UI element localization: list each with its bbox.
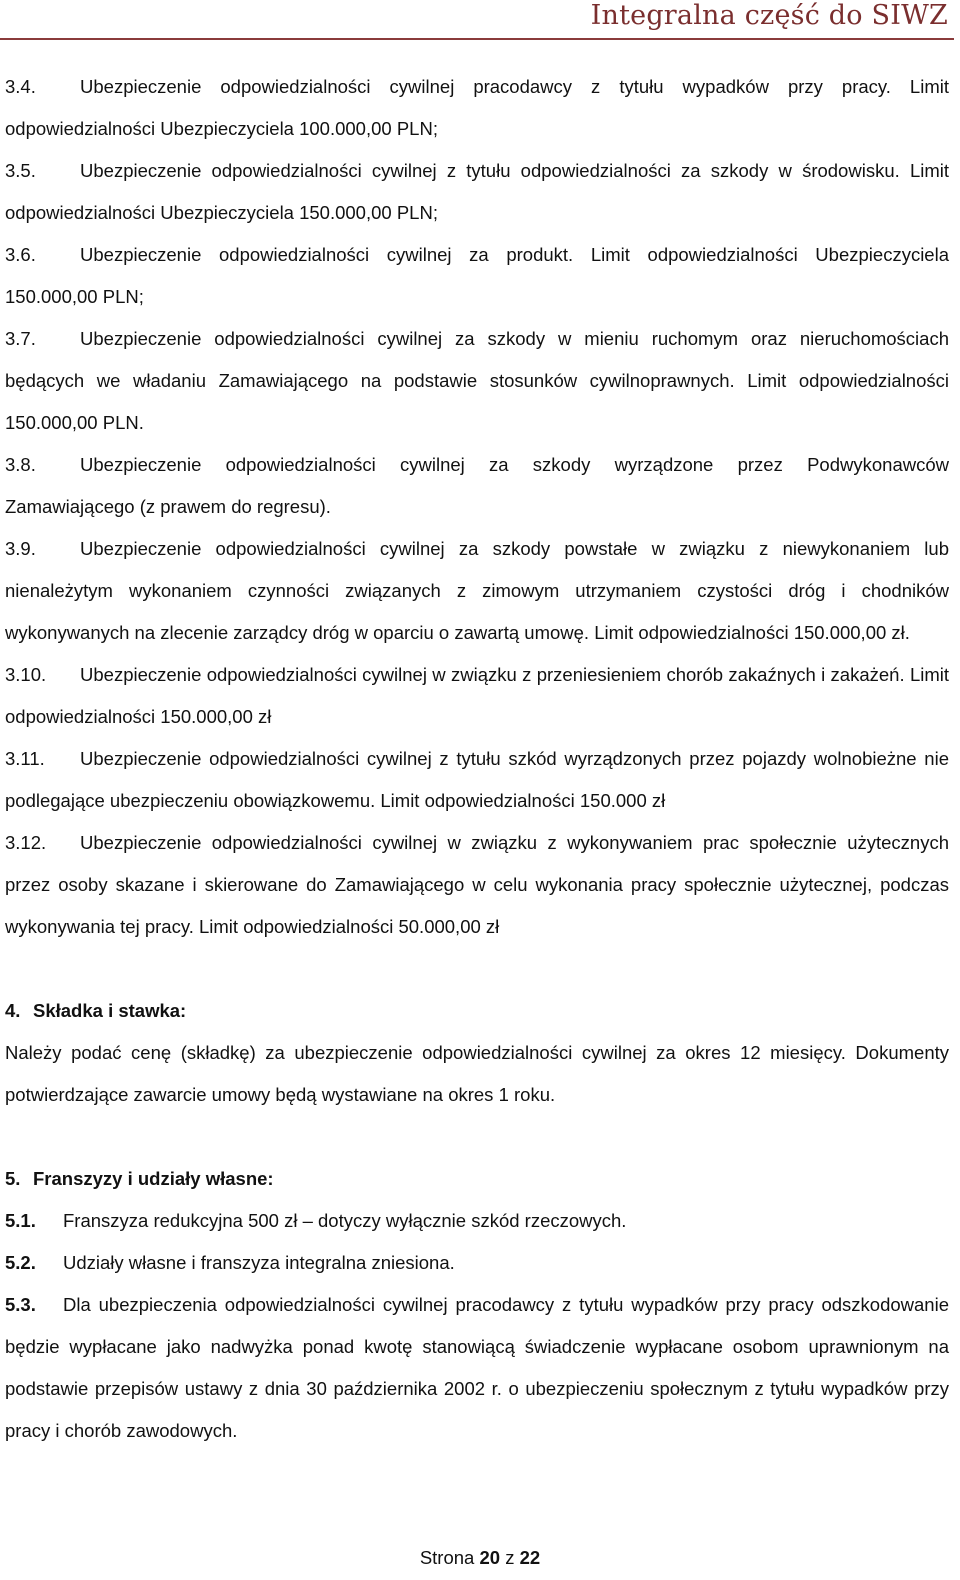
clause-number: 5.3. <box>5 1294 36 1315</box>
clause-3-5 <box>5 150 949 234</box>
clause-number: 5.2. <box>5 1252 36 1273</box>
clause-text: Udziały własne i franszyza integralna zniesiona. <box>63 1252 455 1273</box>
section-number: 5. <box>5 1168 21 1189</box>
clause-number: 3.11. <box>5 748 45 769</box>
clause-number: 3.8. <box>5 454 36 475</box>
section-title: Składka i stawka: <box>33 1000 187 1021</box>
clause-5-2 <box>5 1242 949 1284</box>
clause-5-1 <box>5 1200 949 1242</box>
clause-text: Ubezpieczenie odpowiedzialności cywilnej za produkt. Limit odpowiedzialności Ubezpieczyciela 150.000,00 PLN; <box>5 244 949 307</box>
clause-3-9 <box>5 528 949 654</box>
page-footer <box>0 1544 960 1572</box>
clause-text: Ubezpieczenie odpowiedzialności cywilnej pracodawcy z tytułu wypadków przy pracy. Limit odpowiedzialności Ubezpieczyciela 100.000,00 PLN; <box>5 76 949 139</box>
page-total: 22 <box>519 1547 541 1568</box>
clause-number: 3.7. <box>5 328 36 349</box>
clause-3-11 <box>5 738 949 822</box>
clause-3-6 <box>5 234 949 318</box>
page-separator: z <box>505 1547 515 1568</box>
page-number: 20 <box>479 1547 501 1568</box>
header-divider <box>0 38 954 40</box>
clause-3-8 <box>5 444 949 528</box>
clause-3-7 <box>5 318 949 444</box>
clause-number: 3.12. <box>5 832 47 853</box>
clause-number: 3.6. <box>5 244 36 265</box>
clause-number: 3.5. <box>5 160 36 181</box>
clause-text: Ubezpieczenie odpowiedzialności cywilnej za szkody w mieniu ruchomym oraz nieruchomościach będących we władaniu Zamawiającego na podstawie stosunków cywilnoprawnych. Limit odpowiedzialności 150.000,00 PLN. <box>5 328 949 433</box>
clause-text: Ubezpieczenie odpowiedzialności cywilnej w związku z wykonywaniem prac społecznie użytecznych przez osoby skazane i skierowane do Zamawiającego w celu wykonania pracy społecznie użytecznej, podczas wykonywania tej pracy. Limit odpowiedzialności 50.000,00 zł <box>5 832 949 937</box>
clause-text: Ubezpieczenie odpowiedzialności cywilnej za szkody powstałe w związku z niewykonaniem lub nienależytym wykonaniem czynności związanych z zimowym utrzymaniem czystości dróg i chodników wykonywanych na zlecenie zarządcy dróg w oparciu o zawartą umowę. Limit odpowiedzialności 150.000,00 zł. <box>5 538 949 643</box>
clause-text: Ubezpieczenie odpowiedzialności cywilnej w związku z przeniesieniem chorób zakaźnych i zakażeń. Limit odpowiedzialności 150.000,00 zł <box>5 664 949 727</box>
clause-text: Ubezpieczenie odpowiedzialności cywilnej za szkody wyrządzone przez Podwykonawców Zamawiającego (z prawem do regresu). <box>5 454 949 517</box>
section-4-heading <box>5 990 949 1032</box>
clause-number: 3.10. <box>5 664 47 685</box>
clause-3-12 <box>5 822 949 948</box>
document-body <box>5 66 949 1452</box>
spacer <box>5 948 949 990</box>
section-5-heading <box>5 1158 949 1200</box>
spacer <box>5 1116 949 1158</box>
clause-number: 3.9. <box>5 538 36 559</box>
clause-number: 3.4. <box>5 76 36 97</box>
clause-text: Dla ubezpieczenia odpowiedzialności cywilnej pracodawcy z tytułu wypadków przy pracy odszkodowanie będzie wypłacane jako nadwyżka ponad kwotę stanowiącą świadczenie wypłacane osobom uprawnionym na podstawie przepisów ustawy z dnia 30 października 2002 r. o ubezpieczeniu społecznym z tytułu wypadków przy pracy i chorób zawodowych. <box>5 1294 949 1441</box>
clause-3-4 <box>5 66 949 150</box>
clause-5-3 <box>5 1284 949 1452</box>
clause-number: 5.1. <box>5 1210 36 1231</box>
clause-text: Franszyza redukcyjna 500 zł – dotyczy wyłącznie szkód rzeczowych. <box>63 1210 627 1231</box>
clause-3-10 <box>5 654 949 738</box>
clause-text: Ubezpieczenie odpowiedzialności cywilnej z tytułu odpowiedzialności za szkody w środowisku. Limit odpowiedzialności Ubezpieczyciela 150.000,00 PLN; <box>5 160 949 223</box>
page-label: Strona <box>419 1547 475 1568</box>
section-number: 4. <box>5 1000 21 1021</box>
document-header-title: Integralna część do SIWZ <box>590 0 948 31</box>
section-title: Franszyzy i udziały własne: <box>33 1168 274 1189</box>
section-4-text: Należy podać cenę (składkę) za ubezpieczenie odpowiedzialności cywilnej za okres 12 miesięcy. Dokumenty potwierdzające zawarcie umowy będą wystawiane na okres 1 roku. <box>5 1042 949 1105</box>
clause-text: Ubezpieczenie odpowiedzialności cywilnej z tytułu szkód wyrządzonych przez pojazdy wolnobieżne nie podlegające ubezpieczeniu obowiązkowemu. Limit odpowiedzialności 150.000 zł <box>5 748 949 811</box>
